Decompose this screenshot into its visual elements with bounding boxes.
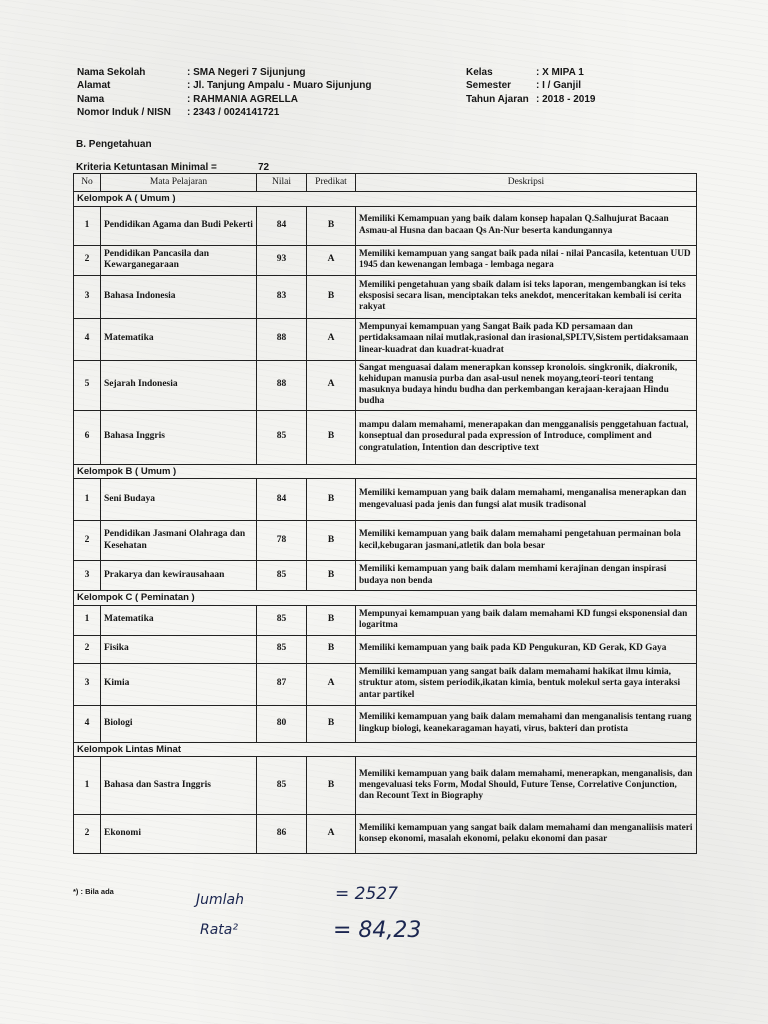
table-row <box>74 561 697 591</box>
table-row <box>74 410 697 464</box>
row-number: 1 <box>74 206 101 245</box>
table-row <box>74 275 697 318</box>
info-value: : SMA Negeri 7 Sijunjung <box>187 67 306 78</box>
subject-cell: Ekonomi <box>101 815 257 854</box>
grade-cell: A <box>307 318 356 360</box>
score-cell: 85 <box>257 410 307 464</box>
description-cell: Memiliki kemampuan yang sangat baik dalam memahami hakikat ilmu kimia, struktur atom, sistem periodik,ikatan kimia, bentuk molekul serta gaya interaksi antar partikel <box>356 663 697 705</box>
score-cell: 85 <box>257 605 307 635</box>
grade-cell: B <box>307 410 356 464</box>
table-row <box>74 663 697 705</box>
group-title: Kelompok Lintas Minat <box>74 742 697 757</box>
table-row <box>74 521 697 561</box>
grade-cell: A <box>307 360 356 410</box>
info-row <box>77 93 371 106</box>
kkm-label: Kriteria Ketuntasan Minimal = <box>76 162 217 173</box>
description-cell: Memiliki kemampuan yang sangat baik pada nilai - nilai Pancasila, ketentuan UUD 1945 dan kewenangan lembaga - lembaga negara <box>356 245 697 275</box>
description-cell: Mempunyai kemampuan yang baik dalam memahami KD fungsi eksponensial dan logaritma <box>356 605 697 635</box>
score-cell: 93 <box>257 245 307 275</box>
info-value: : I / Ganjil <box>536 80 582 92</box>
table-row <box>74 635 697 663</box>
handwritten-jumlah-value: = 2527 <box>335 884 398 904</box>
grade-cell: B <box>307 521 356 561</box>
row-number: 1 <box>74 479 101 521</box>
grade-cell: B <box>307 275 356 318</box>
description-cell: Memiliki kemampuan yang baik dalam memahami, menganalisa menerapkan dan mengevaluasi pada jenis dan fungsi alat musik tradisonal <box>356 479 697 521</box>
info-row <box>466 93 596 106</box>
grade-cell: B <box>307 605 356 635</box>
col-header-grade: Predikat <box>307 174 356 192</box>
col-header-subject: Mata Pelajaran <box>101 174 257 192</box>
table-row <box>74 245 697 275</box>
score-cell: 85 <box>257 635 307 663</box>
score-cell: 88 <box>257 318 307 360</box>
info-row <box>77 79 371 92</box>
subject-cell: Matematika <box>101 318 257 360</box>
table-row <box>74 757 697 815</box>
subject-cell: Prakarya dan kewirausahaan <box>101 561 257 591</box>
group-title: Kelompok A ( Umum ) <box>74 192 697 207</box>
subject-cell: Bahasa Inggris <box>101 410 257 464</box>
score-cell: 86 <box>257 815 307 854</box>
score-cell: 88 <box>257 360 307 410</box>
description-cell: Memiliki kemampuan yang sangat baik dalam memahami dan menganaliisis materi konsep ekonomi, masalah ekonomi, pelaku ekonomi dan pasar <box>356 815 697 854</box>
grade-cell: B <box>307 757 356 815</box>
description-cell: Memiliki kemampuan yang baik dalam memahami, menerapkan, menganalisis, dan mengevaluasi teks Form, Modal Should, Future Tense, Correlative Conjunction, dan Recount Text in Biography <box>356 757 697 815</box>
info-row <box>77 66 371 79</box>
info-label: Nama Sekolah <box>77 67 146 78</box>
score-cell: 78 <box>257 521 307 561</box>
group-row <box>74 192 697 207</box>
description-cell: Memiliki kemampuan yang baik dalam memahami dan menganalisis tentang ruang lingkup biologi, keanekaragaman hayati, virus, bakteri dan protista <box>356 705 697 742</box>
table-row <box>74 479 697 521</box>
handwritten-jumlah-label: Jumlah <box>196 892 244 908</box>
row-number: 2 <box>74 815 101 854</box>
description-cell: Memiliki kemampuan yang baik dalam memhami kerajinan dengan inspirasi budaya non benda <box>356 561 697 591</box>
info-row <box>466 79 596 92</box>
table-header-row <box>74 174 697 192</box>
table-row <box>74 705 697 742</box>
subject-cell: Pendidikan Jasmani Olahraga dan Kesehatan <box>101 521 257 561</box>
info-value: : RAHMANIA AGRELLA <box>187 93 298 105</box>
description-cell: Sangat menguasai dalam menerapkan konssep kronolois. singkronik, diakronik, kehidupan manusia purba dan asal-usul nenek moyang,teori-teori tentang masuknya budaya hindu budha dan perkembangan kerajaan-kerajaan Hindu budha <box>356 360 697 410</box>
grade-cell: B <box>307 705 356 742</box>
score-cell: 80 <box>257 705 307 742</box>
score-cell: 85 <box>257 561 307 591</box>
row-number: 2 <box>74 635 101 663</box>
group-row <box>74 742 697 757</box>
description-cell: mampu dalam memahami, menerapakan dan mengganalisis penggetahuan factual, konseptual dan prosedural pada expression of Introduce, compliment and congratulation, Intention dan descriptive text <box>356 410 697 464</box>
info-value: : Jl. Tanjung Ampalu - Muaro Sijunjung <box>187 80 372 92</box>
table-row <box>74 605 697 635</box>
score-cell: 84 <box>257 479 307 521</box>
description-cell: Memiliki kemampuan yang baik dalam memahami pengetahuan permainan bola kecil,kebugaran jasmani,atletik dan bola besar <box>356 521 697 561</box>
row-number: 1 <box>74 605 101 635</box>
info-label: Alamat <box>77 80 111 92</box>
description-cell: Memiliki pengetahuan yang sbaik dalam isi teks laporan, mengembangkan isi teks eksposisi secara lisan, menciptakan teks anekdot, menceritakan kembali isi cerita rakyat <box>356 275 697 318</box>
grade-cell: A <box>307 663 356 705</box>
row-number: 1 <box>74 757 101 815</box>
handwritten-rata-label: Rata² <box>200 922 238 938</box>
row-number: 3 <box>74 561 101 591</box>
subject-cell: Biologi <box>101 705 257 742</box>
description-cell: Memiliki Kemampuan yang baik dalam konsep hapalan Q.Salhujurat Bacaan Asmau-al Husna dan bacaan Qs An-Nur beserta kandungannya <box>356 206 697 245</box>
info-label: Tahun Ajaran <box>466 93 529 105</box>
grade-cell: B <box>307 206 356 245</box>
student-info-left <box>77 66 371 119</box>
info-value: : 2018 - 2019 <box>536 93 596 105</box>
subject-cell: Kimia <box>101 663 257 705</box>
table-row <box>74 318 697 360</box>
row-number: 4 <box>74 318 101 360</box>
subject-cell: Pendidikan Agama dan Budi Pekerti <box>101 206 257 245</box>
score-cell: 84 <box>257 206 307 245</box>
table-row <box>74 360 697 410</box>
col-header-no: No <box>74 174 101 192</box>
col-header-score: Nilai <box>257 174 307 192</box>
description-cell: Mempunyai kemampuan yang Sangat Baik pada KD persamaan dan pertidaksamaan nilai mutlak,rasional dan irasional,SPLTV,Sistem pertidaksamaan linear-kuadrat dan kuadrat-kuadrat <box>356 318 697 360</box>
info-label: Nomor Induk / NISN <box>77 106 171 118</box>
row-number: 2 <box>74 245 101 275</box>
info-value: : 2343 / 0024141721 <box>187 106 280 118</box>
subject-cell: Bahasa Indonesia <box>101 275 257 318</box>
row-number: 4 <box>74 705 101 742</box>
handwritten-rata-value: = 84,23 <box>333 918 422 943</box>
score-cell: 87 <box>257 663 307 705</box>
score-cell: 85 <box>257 757 307 815</box>
kkm-value: 72 <box>258 162 270 173</box>
grades-table <box>73 173 697 854</box>
grade-cell: B <box>307 635 356 663</box>
info-label: Kelas <box>466 67 493 78</box>
description-cell: Memiliki kemampuan yang baik pada KD Pengukuran, KD Gerak, KD Gaya <box>356 635 697 663</box>
score-cell: 83 <box>257 275 307 318</box>
footnote: *) : Bila ada <box>73 887 114 896</box>
row-number: 3 <box>74 275 101 318</box>
row-number: 3 <box>74 663 101 705</box>
info-value: : X MIPA 1 <box>536 67 584 78</box>
row-number: 6 <box>74 410 101 464</box>
subject-cell: Bahasa dan Sastra Inggris <box>101 757 257 815</box>
table-row <box>74 815 697 854</box>
student-info-right <box>466 66 596 106</box>
table-row <box>74 206 697 245</box>
info-row <box>77 106 371 119</box>
group-title: Kelompok C ( Peminatan ) <box>74 591 697 606</box>
kkm-line <box>76 162 270 173</box>
subject-cell: Pendidikan Pancasila dan Kewarganegaraan <box>101 245 257 275</box>
grade-cell: B <box>307 561 356 591</box>
group-row <box>74 464 697 479</box>
info-row <box>466 66 596 79</box>
grade-cell: A <box>307 815 356 854</box>
subject-cell: Matematika <box>101 605 257 635</box>
subject-cell: Sejarah Indonesia <box>101 360 257 410</box>
subject-cell: Seni Budaya <box>101 479 257 521</box>
section-title: B. Pengetahuan <box>76 139 152 150</box>
grade-cell: A <box>307 245 356 275</box>
row-number: 2 <box>74 521 101 561</box>
col-header-desc: Deskripsi <box>356 174 697 192</box>
info-label: Nama <box>77 93 105 105</box>
info-label: Semester <box>466 80 512 92</box>
group-row <box>74 591 697 606</box>
group-title: Kelompok B ( Umum ) <box>74 464 697 479</box>
subject-cell: Fisika <box>101 635 257 663</box>
row-number: 5 <box>74 360 101 410</box>
grade-cell: B <box>307 479 356 521</box>
